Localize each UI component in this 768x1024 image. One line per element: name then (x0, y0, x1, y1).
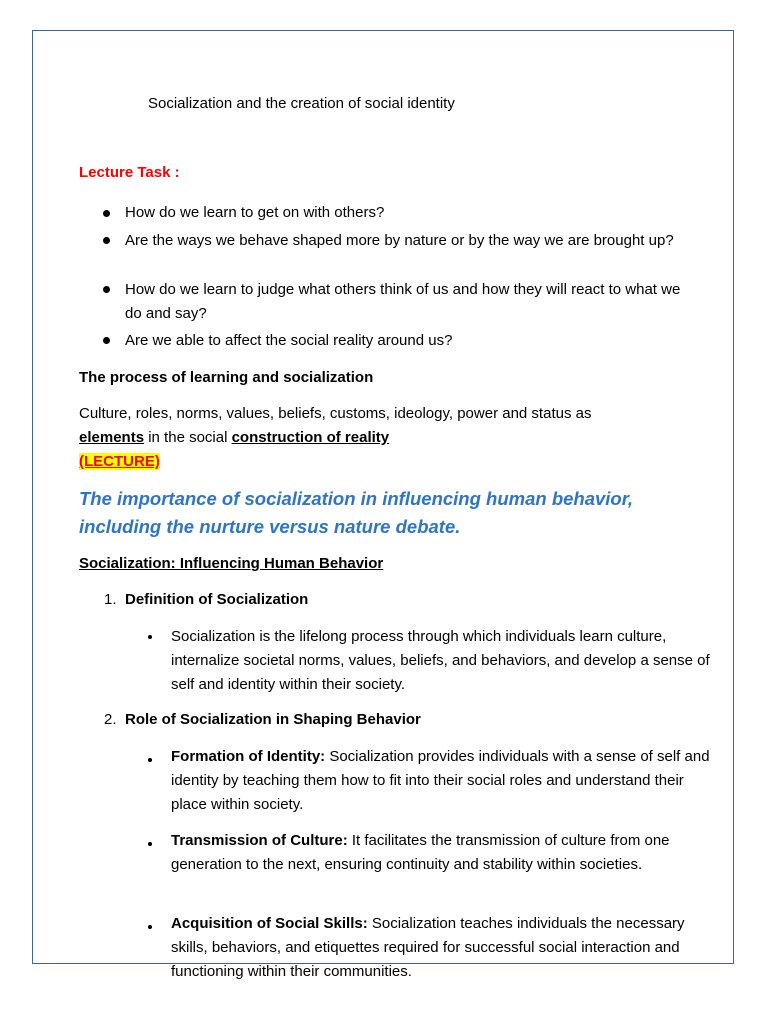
question-item: Are we able to affect the social reality around us? (125, 332, 453, 349)
bullet-icon (103, 286, 110, 293)
bullet-icon (148, 842, 152, 846)
importance-heading: The importance of socialization in influencing human behavior, including the nurture versus nature debate. (79, 488, 634, 537)
bullet-icon (148, 758, 152, 762)
bullet-paragraph (171, 745, 711, 817)
elements-paragraph-line1: Culture, roles, norms, values, beliefs, customs, ideology, power and status as (79, 405, 592, 422)
question-item: How do we learn to judge what others think of us and how they will react to what we do and say? (125, 281, 681, 322)
lecture-task-label: Lecture Task : (79, 164, 180, 181)
bullet-paragraph (171, 625, 711, 697)
bullet-paragraph (171, 829, 711, 877)
bullet-label: Transmission of Culture: (171, 832, 348, 849)
bullet-icon (148, 635, 152, 639)
process-heading: The process of learning and socialization (79, 369, 374, 386)
elements-paragraph-line2 (79, 429, 389, 446)
item-heading: Role of Socialization in Shaping Behavior (125, 711, 421, 728)
bullet-paragraph (171, 912, 711, 984)
question-item: Are the ways we behave shaped more by nature or by the way we are brought up? (125, 232, 674, 249)
elements-term: elements (79, 429, 145, 446)
item-number: 2. (104, 711, 117, 728)
bullet-label: Acquisition of Social Skills: (171, 915, 368, 932)
elements-middle-text: in the social (144, 429, 232, 446)
section-title: Socialization: Influencing Human Behavior (79, 555, 384, 572)
lecture-tag: (LECTURE) (79, 453, 160, 470)
bullet-text: It facilitates the transmission of culture from one generation to the next, ensuring continuity and stability within societies. (171, 832, 670, 873)
bullet-text: Socialization is the lifelong process through which individuals learn culture, internalize societal norms, values, beliefs, and behaviors, and develop a sense of self and identity within their society. (171, 628, 710, 693)
construction-term: construction of reality (231, 429, 390, 446)
document-title: Socialization and the creation of social identity (148, 95, 455, 112)
bullet-text: Socialization teaches individuals the necessary skills, behaviors, and etiquettes required for successful social interaction and functioning within their communities. (171, 915, 685, 980)
bullet-icon (103, 237, 110, 244)
bullet-icon (148, 925, 152, 929)
lecture-tag-line (79, 453, 160, 470)
item-number: 1. (104, 591, 117, 608)
bullet-icon (103, 337, 110, 344)
bullet-icon (103, 210, 110, 217)
bullet-label: Formation of Identity: (171, 748, 326, 765)
question-item: How do we learn to get on with others? (125, 204, 385, 221)
bullet-text: Socialization provides individuals with a sense of self and identity by teaching them how to fit into their social roles and understand their place within society. (171, 748, 710, 813)
item-heading: Definition of Socialization (125, 591, 309, 608)
